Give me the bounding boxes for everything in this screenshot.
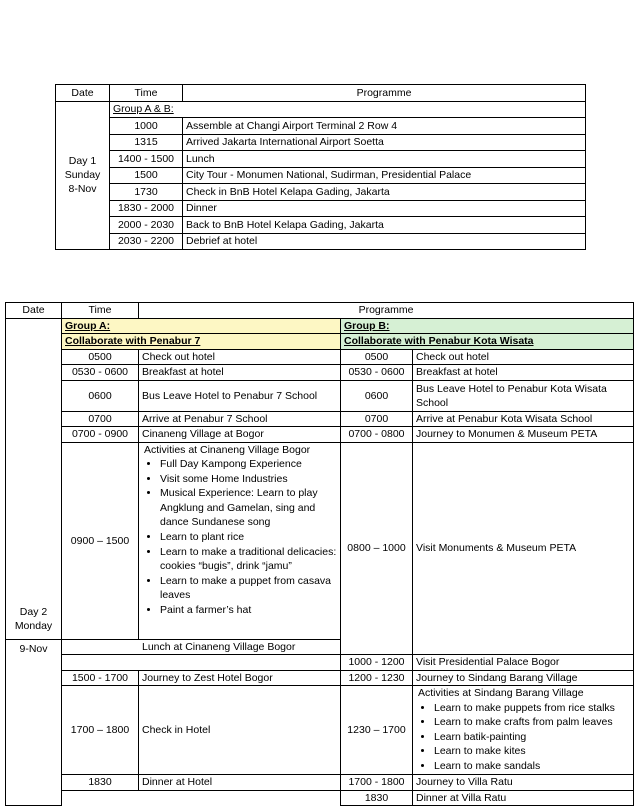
list-item: • Learn to make a puppet from casava leaves <box>160 574 337 603</box>
time-cell: 2000 - 2030 <box>110 217 183 234</box>
programme-cell: Bus Leave Hotel to Penabur 7 School <box>139 380 341 411</box>
time-cell: 1500 <box>110 167 183 184</box>
table-row <box>6 655 634 671</box>
programme-cell: City Tour - Monumen National, Sudirman, Presidential Palace <box>183 167 586 184</box>
time-cell: 0500 <box>62 349 139 365</box>
time-cell: 0600 <box>341 380 413 411</box>
table-row <box>56 200 586 217</box>
activities-cell-a <box>139 442 341 639</box>
programme-cell: Bus Leave Hotel to Penabur Kota Wisata School <box>413 380 634 411</box>
programme-cell: Arrive at Penabur 7 School <box>139 411 341 427</box>
list-item: • Full Day Kampong Experience <box>160 457 337 472</box>
list-item: • Learn to make kites <box>434 744 630 759</box>
time-cell: 1830 <box>62 775 139 791</box>
programme-cell: Breakfast at hotel <box>413 365 634 381</box>
time-cell: 1500 - 1700 <box>62 670 139 686</box>
day1-date-cell <box>56 101 110 250</box>
programme-cell: Journey to Monumen & Museum PETA <box>413 427 634 443</box>
date-day: Day 2 <box>19 605 48 618</box>
table-row <box>6 442 634 639</box>
activities-list <box>142 457 337 618</box>
table-header-row <box>56 85 586 102</box>
header-date: Date <box>6 303 62 319</box>
programme-cell: Journey to Sindang Barang Village <box>413 670 634 686</box>
list-item: • Visit some Home Industries <box>160 472 337 487</box>
table-header-row <box>6 303 634 319</box>
list-item: • Learn to plant rice <box>160 530 337 545</box>
header-programme: Programme <box>139 303 634 319</box>
programme-cell: Lunch <box>183 151 586 168</box>
day2-schedule-table <box>5 302 634 806</box>
list-item: • Paint a farmer’s hat <box>160 603 337 618</box>
programme-cell: Dinner <box>183 200 586 217</box>
day2-date-cell-bottom <box>6 639 62 806</box>
table-row <box>56 134 586 151</box>
programme-cell: Check in BnB Hotel Kelapa Gading, Jakarta <box>183 184 586 201</box>
time-cell: 0800 – 1000 <box>341 442 413 655</box>
time-cell: 1700 – 1800 <box>62 686 139 775</box>
date-weekday: Monday <box>14 619 53 632</box>
time-cell: 0700 - 0800 <box>341 427 413 443</box>
programme-cell: Back to BnB Hotel Kelapa Gading, Jakarta <box>183 217 586 234</box>
time-cell: 1315 <box>110 134 183 151</box>
group-a-collab: Collaborate with Penabur 7 <box>62 334 341 350</box>
time-cell: 1400 - 1500 <box>110 151 183 168</box>
programme-cell: Dinner at Hotel <box>139 775 341 791</box>
programme-cell: Check out hotel <box>413 349 634 365</box>
table-row <box>6 775 634 791</box>
table-row <box>6 365 634 381</box>
programme-cell: Debrief at hotel <box>183 233 586 250</box>
table-row <box>6 380 634 411</box>
time-cell: 1830 - 2000 <box>110 200 183 217</box>
time-cell: 0530 - 0600 <box>341 365 413 381</box>
time-cell: 0700 - 0900 <box>62 427 139 443</box>
programme-cell: Visit Monuments & Museum PETA <box>413 442 634 655</box>
programme-cell: Breakfast at hotel <box>139 365 341 381</box>
time-cell: 1000 <box>110 118 183 135</box>
time-cell: 0900 – 1500 <box>62 442 139 639</box>
list-item: • Learn to make puppets from rice stalks <box>434 701 630 716</box>
table-row <box>6 334 634 350</box>
empty-cell <box>62 790 341 806</box>
group-label: Group A & B: <box>110 101 586 118</box>
header-time: Time <box>110 85 183 102</box>
date-day: Day 1 <box>68 155 97 168</box>
table-row <box>56 118 586 135</box>
programme-cell: Check in Hotel <box>139 686 341 775</box>
group-a-label: Group A: <box>62 318 341 334</box>
table-row <box>56 167 586 184</box>
activities-cell-b <box>413 686 634 775</box>
time-cell: 0500 <box>341 349 413 365</box>
header-date: Date <box>56 85 110 102</box>
list-item: • Learn to make a traditional delicacies: cookies “bugis”, drink “jamu” <box>160 545 337 574</box>
activities-title: Activities at Sindang Barang Village <box>418 687 584 699</box>
time-cell: 0600 <box>62 380 139 411</box>
table-row <box>6 349 634 365</box>
table-row <box>6 670 634 686</box>
programme-cell: Visit Presidential Palace Bogor <box>413 655 634 671</box>
list-item: • Learn batik-painting <box>434 730 630 745</box>
group-b-collab: Collaborate with Penabur Kota Wisata <box>341 334 634 350</box>
time-cell: 1200 - 1230 <box>341 670 413 686</box>
date-weekday: Sunday <box>64 169 101 182</box>
activities-list <box>416 701 630 774</box>
activities-title: Activities at Cinaneng Village Bogor <box>144 443 311 456</box>
programme-cell: Assemble at Changi Airport Terminal 2 Row 4 <box>183 118 586 135</box>
day1-schedule-table <box>55 84 586 250</box>
table-row <box>56 184 586 201</box>
time-cell: 1230 – 1700 <box>341 686 413 775</box>
time-cell: 1000 - 1200 <box>341 655 413 671</box>
table-row <box>6 790 634 806</box>
table-row <box>56 101 586 118</box>
programme-cell: Journey to Villa Ratu <box>413 775 634 791</box>
table-row <box>56 217 586 234</box>
group-b-label: Group B: <box>341 318 634 334</box>
table-row <box>56 151 586 168</box>
table-row <box>6 318 634 334</box>
lunch-cell: Lunch at Cinaneng Village Bogor <box>62 639 341 655</box>
table-row <box>56 233 586 250</box>
programme-cell: Check out hotel <box>139 349 341 365</box>
programme-cell: Arrived Jakarta International Airport Soetta <box>183 134 586 151</box>
programme-cell: Journey to Zest Hotel Bogor <box>139 670 341 686</box>
time-cell: 0700 <box>341 411 413 427</box>
list-item: • Musical Experience: Learn to play Angklung and Gamelan, sing and dance Sundanese song <box>160 486 337 530</box>
table-row <box>6 686 634 775</box>
programme-cell: Dinner at Villa Ratu <box>413 790 634 806</box>
time-cell: 0700 <box>62 411 139 427</box>
time-cell: 1730 <box>110 184 183 201</box>
table-row <box>6 427 634 443</box>
list-item: • Learn to make crafts from palm leaves <box>434 715 630 730</box>
time-cell: 1830 <box>341 790 413 806</box>
header-time: Time <box>62 303 139 319</box>
time-cell: 1700 - 1800 <box>341 775 413 791</box>
day2-date-cell-top <box>6 318 62 639</box>
table-row <box>6 411 634 427</box>
time-cell: 2030 - 2200 <box>110 233 183 250</box>
list-item: • Learn to make sandals <box>434 759 630 774</box>
date-day-month: 8-Nov <box>68 183 97 196</box>
date-day-month: 9-Nov <box>19 642 48 655</box>
header-programme: Programme <box>183 85 586 102</box>
programme-cell: Arrive at Penabur Kota Wisata School <box>413 411 634 427</box>
time-cell: 0530 - 0600 <box>62 365 139 381</box>
lunch-spacer <box>62 655 341 671</box>
programme-cell: Cinaneng Village at Bogor <box>139 427 341 443</box>
